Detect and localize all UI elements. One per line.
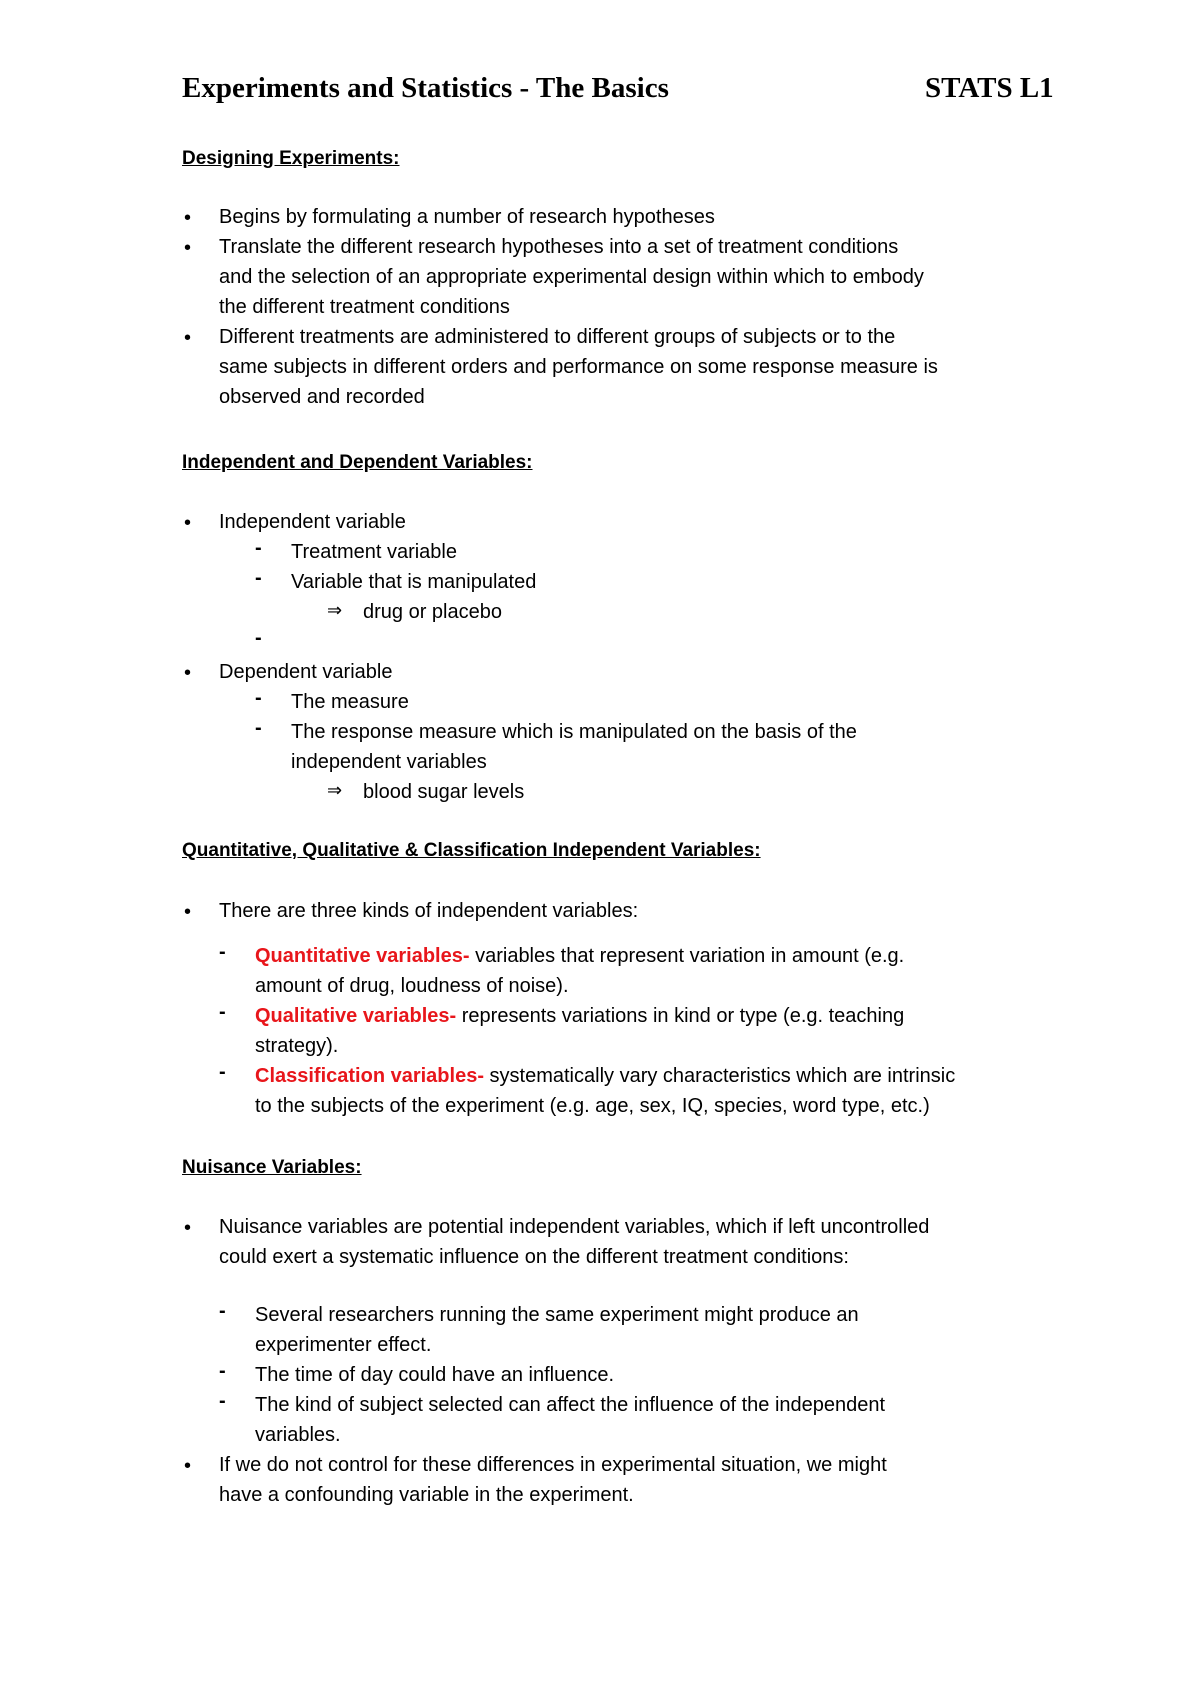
nuisance-dash-2: The time of day could have an influence. <box>255 1364 615 1386</box>
classification-line-1 <box>255 1061 955 1091</box>
nuisance-dash-1-line-2: experimenter effect. <box>255 1334 432 1356</box>
heading-independent-dependent: Independent and Dependent Variables: <box>182 452 533 473</box>
dash-icon: - <box>219 1300 226 1322</box>
dash-icon: - <box>255 537 262 559</box>
dash-icon: - <box>255 567 262 589</box>
bullet-icon: • <box>184 901 192 923</box>
qualitative-desc: represents variations in kind or type (e.g. teaching <box>456 1005 905 1027</box>
dash-icon: - <box>219 1390 226 1412</box>
bullet-icon: • <box>184 1455 192 1477</box>
quantitative-line-1 <box>255 941 904 971</box>
bullet-icon: • <box>184 327 192 349</box>
nuisance-dash-3-line-1: The kind of subject selected can affect the influence of the independent <box>255 1394 886 1416</box>
nuisance-dash-3-line-2: variables. <box>255 1424 341 1446</box>
iv-manipulated-variable: Variable that is manipulated <box>291 571 537 593</box>
qualitative-term: Qualitative variables- <box>255 1005 457 1027</box>
dv-example: blood sugar levels <box>363 781 525 803</box>
dash-icon: - <box>219 1360 226 1382</box>
qualitative-line-2: strategy). <box>255 1035 339 1057</box>
nuisance-bullet-2-line-2: have a confounding variable in the experiment. <box>219 1484 634 1506</box>
dash-icon: - <box>219 941 226 963</box>
designing-bullet-3-line-3: observed and recorded <box>219 386 425 408</box>
quantitative-term: Quantitative variables- <box>255 945 470 967</box>
designing-bullet-3-line-2: same subjects in different orders and performance on some response measure is <box>219 356 938 378</box>
document-title: Experiments and Statistics - The Basics <box>182 72 669 104</box>
dependent-variable-item: Dependent variable <box>219 661 393 683</box>
nuisance-bullet-1-line-2: could exert a systematic influence on the different treatment conditions: <box>219 1246 849 1268</box>
implies-arrow-icon: ⇒ <box>327 780 343 800</box>
dash-icon: - <box>255 627 262 649</box>
designing-bullet-2-line-1: Translate the different research hypotheses into a set of treatment conditions <box>219 236 899 258</box>
course-code: STATS L1 <box>925 72 1054 104</box>
dash-icon: - <box>219 1001 226 1023</box>
heading-nuisance-variables: Nuisance Variables: <box>182 1157 362 1178</box>
independent-variable-item: Independent variable <box>219 511 406 533</box>
bullet-icon: • <box>184 207 192 229</box>
designing-bullet-3-line-1: Different treatments are administered to different groups of subjects or to the <box>219 326 896 348</box>
iv-treatment-variable: Treatment variable <box>291 541 457 563</box>
heading-kinds-of-iv: Quantitative, Qualitative & Classification Independent Variables: <box>182 840 761 861</box>
bullet-icon: • <box>184 237 192 259</box>
quantitative-desc: variables that represent variation in amount (e.g. <box>469 945 905 967</box>
designing-bullet-2-line-2: and the selection of an appropriate experimental design within which to embody <box>219 266 924 288</box>
dv-measure: The measure <box>291 691 409 713</box>
dv-response-line-2: independent variables <box>291 751 487 773</box>
nuisance-bullet-2-line-1: If we do not control for these differences in experimental situation, we might <box>219 1454 887 1476</box>
designing-bullet-1: Begins by formulating a number of research hypotheses <box>219 206 715 228</box>
bullet-icon: • <box>184 662 192 684</box>
designing-bullet-2-line-3: the different treatment conditions <box>219 296 510 318</box>
quantitative-line-2: amount of drug, loudness of noise). <box>255 975 569 997</box>
bullet-icon: • <box>184 512 192 534</box>
dash-icon: - <box>255 687 262 709</box>
dash-icon: - <box>219 1061 226 1083</box>
nuisance-dash-1-line-1: Several researchers running the same experiment might produce an <box>255 1304 859 1326</box>
dash-icon: - <box>255 717 262 739</box>
dv-response-line-1: The response measure which is manipulated on the basis of the <box>291 721 857 743</box>
classification-desc: systematically vary characteristics which are intrinsic <box>483 1065 956 1087</box>
bullet-icon: • <box>184 1217 192 1239</box>
heading-designing-experiments: Designing Experiments: <box>182 148 400 169</box>
nuisance-bullet-1-line-1: Nuisance variables are potential independent variables, which if left uncontrolled <box>219 1216 930 1238</box>
implies-arrow-icon: ⇒ <box>327 600 343 620</box>
classification-term: Classification variables- <box>255 1065 484 1087</box>
qualitative-line-1 <box>255 1001 904 1031</box>
kinds-intro: There are three kinds of independent variables: <box>219 900 639 922</box>
iv-example: drug or placebo <box>363 601 502 623</box>
classification-line-2: to the subjects of the experiment (e.g. age, sex, IQ, species, word type, etc.) <box>255 1095 930 1117</box>
